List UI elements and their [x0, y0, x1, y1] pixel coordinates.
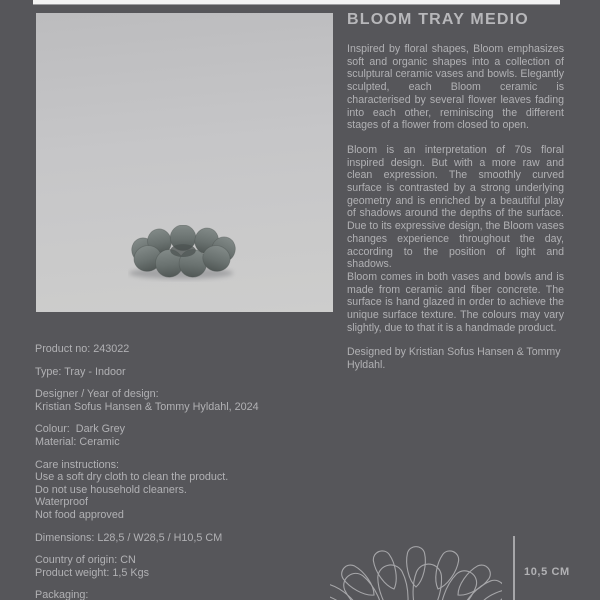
spec-designer [35, 388, 330, 413]
height-dimension-line [513, 536, 515, 600]
description-paragraph-2: Bloom is an interpretation of 70s floral inspired design. But with a more raw and clean expression. The smoothly curved surface is contrasted by a strong underlying geometry and is enriched by a beautiful play of shadows around the depths of the surface. Due to its expressive design, the Bloom vases changes experience throughout the day, according to the position of light and shadows. [347, 143, 564, 271]
spec-line: Designer / Year of design: [35, 388, 159, 401]
spec-colour-material [35, 423, 330, 448]
spec-packaging [35, 589, 330, 600]
spec-line: Use a soft dry cloth to clean the product. [35, 471, 229, 484]
description-column [347, 11, 564, 372]
spec-line: Dimensions: L28,5 / W28,5 / H10,5 CM [35, 531, 223, 544]
spec-care-instructions [35, 459, 330, 522]
spec-line: Waterproof [35, 496, 89, 509]
spec-product-no [35, 343, 330, 356]
spec-line: Type: Tray - Indoor [35, 365, 126, 378]
spec-line: Material: Ceramic [35, 435, 120, 448]
spec-line: Do not use household cleaners. [35, 483, 187, 496]
spec-dimensions [35, 532, 330, 545]
description-paragraph-3: Bloom comes in both vases and bowls and is made from ceramic and fiber concrete. The surface is hand glazed in order to achieve the unique surface texture. The colours may vary slightly, due to that it is a handmade product. [347, 270, 564, 334]
spec-origin-weight [35, 554, 330, 579]
designer-byline: Designed by Kristian Sofus Hansen & Tommy Hyldahl. [347, 346, 561, 372]
flower-outline-drawing [330, 531, 502, 600]
spec-line: Packaging: [35, 589, 89, 600]
description-paragraph-1: Inspired by floral shapes, Bloom emphasizes soft and organic shapes into a collection of sculptural ceramic vases and bowls. Elegantly sculpted, each Bloom ceramic is characterised by several flower leaves fading into each other, reminiscing the different stages of a flower from closed to open. [347, 43, 564, 132]
spec-type [35, 366, 330, 379]
height-dimension-label: 10,5 CM [524, 566, 570, 578]
spec-line: Product no: 243022 [35, 343, 130, 355]
spec-line: Care instructions: [35, 458, 120, 471]
specifications-list [35, 343, 330, 600]
spec-line: Kristian Sofus Hansen & Tommy Hyldahl, 2024 [35, 400, 259, 413]
spec-line: Product weight: 1,5 Kgs [35, 566, 150, 579]
spec-line: Not food approved [35, 508, 124, 521]
spec-line: Colour: Dark Grey [35, 423, 125, 436]
product-photo [36, 13, 333, 312]
spec-line: Country of origin: CN [35, 554, 136, 567]
top-margin-strip [33, 0, 560, 5]
bloom-tray-image [128, 225, 242, 282]
page-title: BLOOM TRAY MEDIO [347, 11, 529, 28]
